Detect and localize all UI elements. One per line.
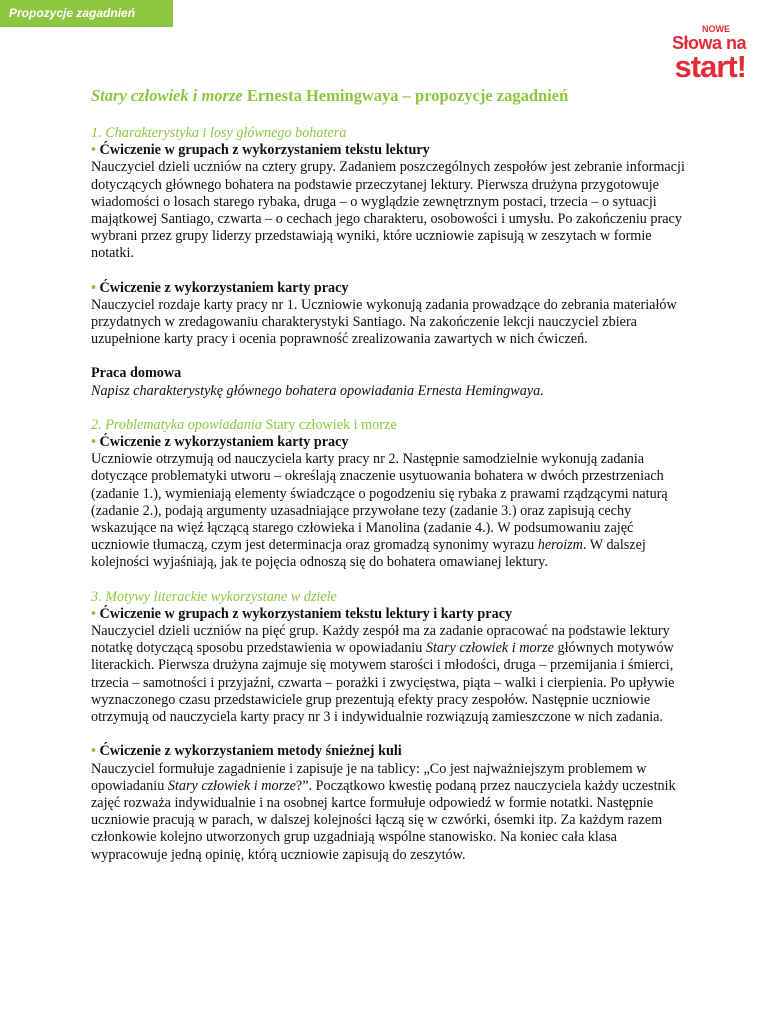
slowa-na-start-logo bbox=[656, 24, 746, 84]
section-3-exercise-2-text: Nauczyciel formułuje zagadnienie i zapisuje je na tablicy: „Co jest najważniejszym problemem w opowiadaniu Stary człowiek i morze?”. Początkowo kwestię podaną przez nauczyciela każdy uczestnik zajęć rozważa indywidualnie i na osobnej kartce formułuje odpowiedź w formie notatki. Następnie uczniowie pracują w parach, w dalszej kolejności łączą się w czwórki, ósemki itp. Za każdym razem członkowie kolejno utworzonych grup uzgadniają wspólne stanowisko. Na koniec cała klasa wypracowuje jedną opinię, którą uczniowie zapisują do zeszytów. bbox=[91, 760, 676, 863]
section-1-exercise-1-text: Nauczyciel dzieli uczniów na cztery grupy. Zadaniem poszczególnych zespołów jest zebranie informacji dotyczących głównego bohatera na podstawie przeczytanej lektury. Pierwsza drużyna przygotowuje wiadomości o losach starego rybaka, druga – o wyglądzie zewnętrznym postaci, trzecia – o sytuacji majątkowej Santiago, czwarta – o cechach jego charakteru, osobowości i umysłu. Po zakończeniu pracy wybrani przez grupy liderzy przedstawiają wyniki, które uczniowie zapisują w zeszytach w formie notatki. bbox=[91, 159, 685, 262]
title-work-name: Stary człowiek i morze bbox=[91, 86, 243, 105]
homework-text: Napisz charakterystykę głównego bohatera opowiadania Ernesta Hemingwaya. bbox=[91, 382, 544, 399]
document-body bbox=[91, 86, 689, 864]
section-3-exercise-1-text: Nauczyciel dzieli uczniów na pięć grup. Każdy zespół ma za zadanie opracować na podstawie lektury notatkę dotyczącą sposobu przedstawienia w opowiadaniu Stary człowiek i morze głównych motywów literackich. Pierwsza drużyna zajmuje się motywem starości i młodości, druga – przemijania i śmierci, trzecia – samotności i przyjaźni, czwarta – porażki i zwycięstwa, piąta – walki i cierpienia. Po upływie wyznaczonego czasu przedstawiciele grup prezentują efekty pracy zespołów. Następnie uczniowie otrzymują od nauczyciela karty pracy nr 3 i indywidualnie rozwiązują zamieszczone w nich zadania. bbox=[91, 623, 675, 726]
section-2-heading: 2. Problematyka opowiadania Stary człowiek i morze bbox=[91, 416, 397, 433]
logo-line-slowa-na: Słowa na bbox=[671, 33, 746, 53]
bullet-icon: • bbox=[91, 743, 96, 760]
section-1-heading: 1. Charakterystyka i losy głównego bohatera bbox=[91, 125, 347, 141]
homework-title: Praca domowa bbox=[91, 365, 182, 382]
logo-line-nowe: NOWE bbox=[702, 24, 730, 34]
section-2-exercise-1-title: • Ćwiczenie z wykorzystaniem karty pracy bbox=[91, 434, 349, 451]
section-1-exercise-2-title: • Ćwiczenie z wykorzystaniem karty pracy bbox=[91, 279, 349, 296]
bullet-icon: • bbox=[91, 279, 96, 296]
page-title bbox=[91, 86, 689, 106]
title-rest: Ernesta Hemingwaya – propozycje zagadnień bbox=[242, 86, 569, 105]
section-1-exercise-1-title: • Ćwiczenie w grupach z wykorzystaniem tekstu lektury bbox=[91, 142, 430, 159]
bullet-icon: • bbox=[91, 142, 96, 159]
section-3-exercise-1-title: • Ćwiczenie w grupach z wykorzystaniem tekstu lektury i karty pracy bbox=[91, 605, 513, 622]
section-3-heading: 3. Motywy literackie wykorzystane w dziele bbox=[91, 588, 337, 605]
section-2-exercise-1-text: Uczniowie otrzymują od nauczyciela karty pracy nr 2. Następnie samodzielnie wykonują zadania dotyczące problematyki utworu – określają znaczenie usytuowania bohatera w dwóch przestrzeniach (zadanie 1.), wymieniają elementy świadczące o pogodzeniu się rybaka z prawami rządzącymi naturą (zadanie 2.), podają argumenty uzasadniające przywołane tezy (zadanie 3.) oraz zapisują cechy wskazujące na więź łączącą starego człowieka i Manolina (zadanie 4.). W podsumowaniu zajęć uczniowie tłumaczą, czym jest determinacja oraz gromadzą synonimy wyrazu heroizm. W dalszej kolejności wyjaśniają, jak te pojęcia odnoszą się do bohatera omawianej lektury. bbox=[91, 451, 668, 571]
section-tab: Propozycje zagadnień bbox=[0, 0, 173, 27]
bullet-icon: • bbox=[91, 434, 96, 451]
section-3-exercise-2-title: • Ćwiczenie z wykorzystaniem metody śnieżnej kuli bbox=[91, 743, 402, 760]
bullet-icon: • bbox=[91, 605, 96, 622]
section-1-exercise-2-text: Nauczyciel rozdaje karty pracy nr 1. Uczniowie wykonują zadania prowadzące do zebrania materiałów przydatnych w zredagowaniu charakterystyki Santiago. Na zakończenie lekcji nauczyciel zbiera uzupełnione karty pracy i ocenia poprawność zrealizowania zawartych w nich ćwiczeń. bbox=[91, 296, 677, 348]
logo-line-start: start! bbox=[674, 49, 746, 84]
